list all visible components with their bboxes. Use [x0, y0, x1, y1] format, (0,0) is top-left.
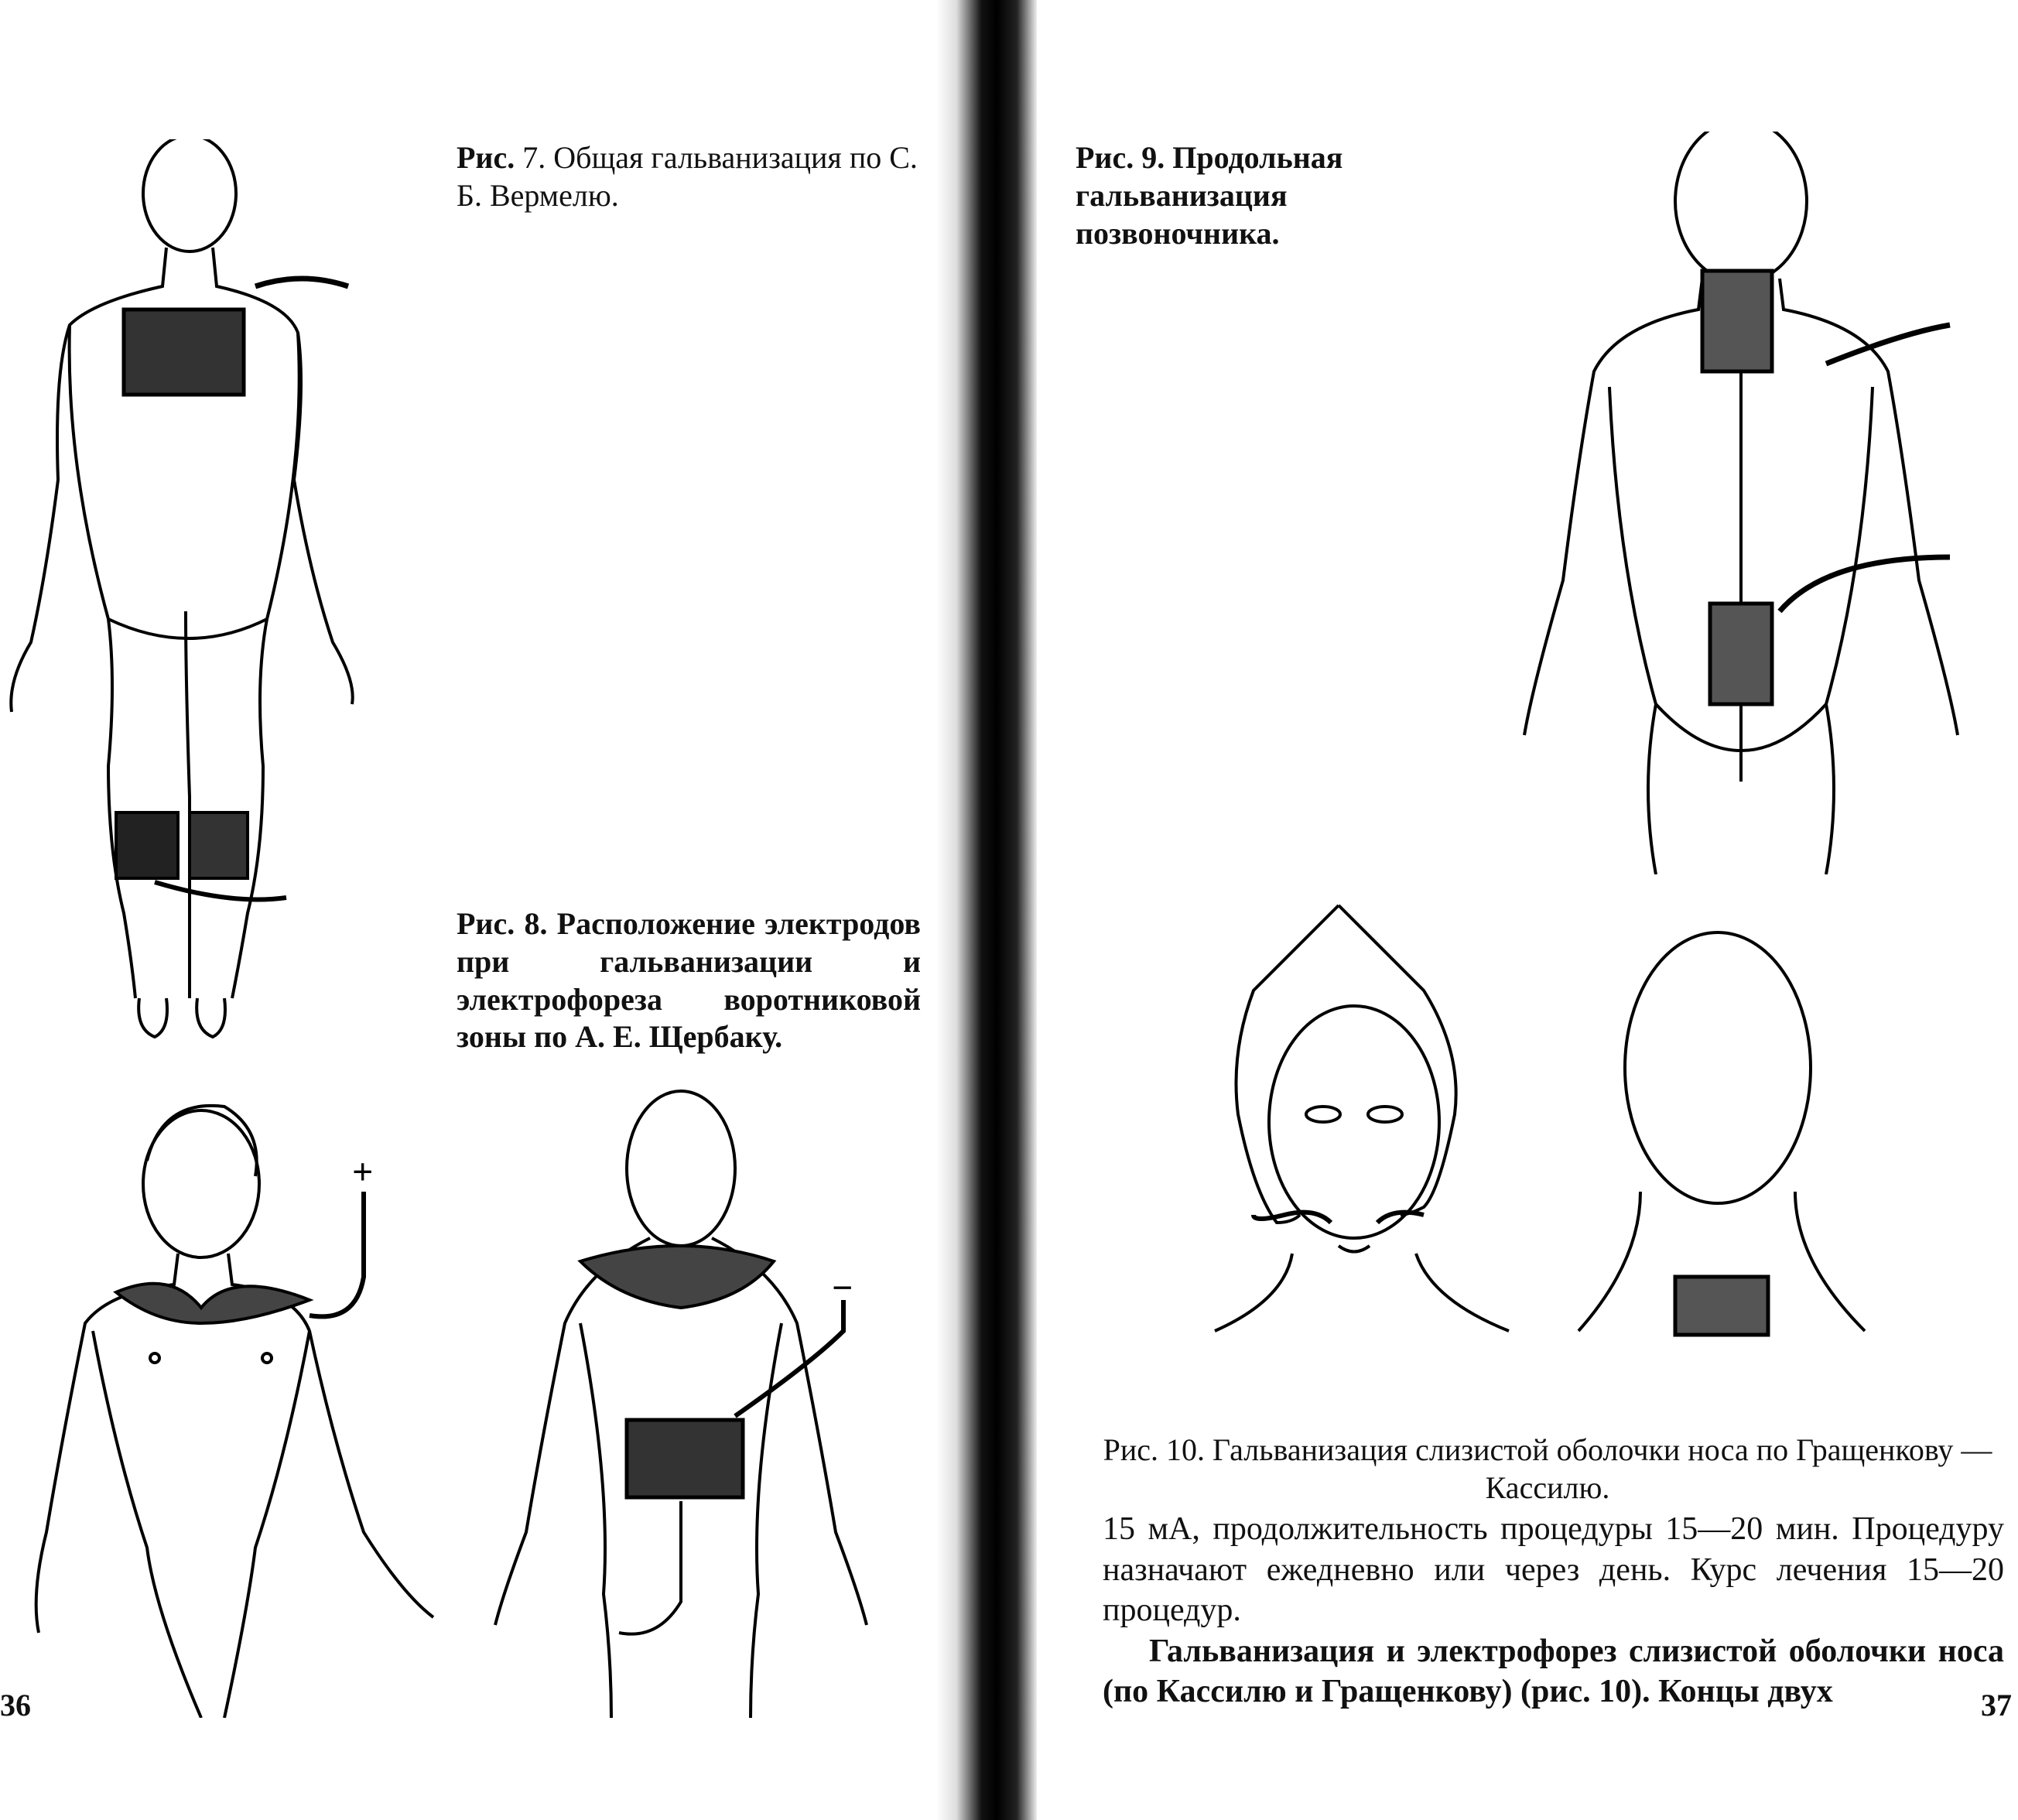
book-spine — [936, 0, 1037, 1820]
figure-7-text: 7. Общая гальванизация по С. Б. Вермелю. — [457, 140, 918, 213]
paragraph-1: 15 мА, продолжительность процедуры 15—20 мин. Процедуру назначают ежедневно или через день. Курс лечения 15—20 процедур. — [1103, 1511, 2004, 1628]
figure-10-caption — [1091, 1432, 2004, 1507]
figure-8-illustration — [0, 1068, 913, 1718]
figure-9-caption-text: Рис. 9. Продольная гальванизация позвоночника. — [1076, 140, 1343, 251]
figure-10-illustration — [1207, 898, 1919, 1362]
figure-8-caption-text: Рис. 8. Расположение электродов при гальванизации и электрофореза воротниковой зоны по А. Е. Щербаку. — [457, 906, 921, 1055]
minus-sign: − — [832, 1268, 853, 1309]
paragraph-2: Гальванизация и электрофорез слизистой оболочки носа (по Кассилю и Гращенкову) (рис. 10). Концы двух — [1103, 1633, 2004, 1709]
figure-9-illustration — [1501, 132, 1996, 874]
plus-sign: + — [352, 1151, 374, 1192]
left-page-number: 36 — [0, 1688, 31, 1722]
figure-7-caption — [457, 139, 921, 215]
figure-7-illustration — [0, 139, 371, 1052]
right-page-number: 37 — [1981, 1688, 2012, 1722]
figure-8-caption — [457, 905, 921, 1056]
body-text — [1103, 1509, 2004, 1712]
figure-10-caption-text: Рис. 10. Гальванизация слизистой оболочки носа по Гращенкову — Кассилю. — [1103, 1432, 1992, 1505]
figure-7-label: Рис. — [457, 140, 515, 175]
figure-9-caption — [1076, 139, 1493, 252]
